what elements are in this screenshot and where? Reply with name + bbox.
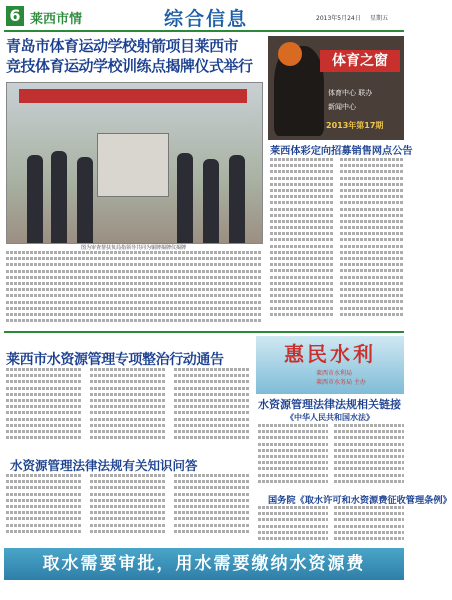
state-council-headline: 国务院《取水许可和水资源费征收管理条例》 <box>268 495 452 506</box>
text-column <box>270 158 334 319</box>
text-column <box>90 474 166 536</box>
text-column <box>174 474 250 536</box>
law-link-subhead: 《中华人民共和国水法》 <box>286 413 374 422</box>
person-figure <box>27 155 43 243</box>
text-column <box>334 506 404 543</box>
law-qa-body <box>6 474 252 538</box>
page-header <box>4 4 404 32</box>
sports-window-banner <box>268 36 404 140</box>
state-council-body <box>258 506 404 544</box>
section-title: 综合信息 <box>164 8 249 30</box>
person-figure <box>229 155 245 243</box>
footer-slogan: 取水需要审批，用水需要缴纳水资源费 <box>42 554 366 574</box>
person-figure <box>51 151 67 243</box>
basketball-icon <box>278 42 302 66</box>
person-figure <box>77 157 93 243</box>
sports-window-issue: 2013年第17期 <box>326 121 384 130</box>
water-story-headline: 莱西市水资源管理专项整治行动通告 <box>6 352 224 368</box>
text-column <box>6 368 82 442</box>
text-column <box>334 424 404 486</box>
law-link-body <box>258 424 404 488</box>
plaque <box>97 133 169 197</box>
text-column <box>340 158 404 319</box>
law-link-headline: 水资源管理法律法规相关链接 <box>258 398 401 411</box>
red-banner <box>19 89 247 103</box>
ceremony-photo <box>6 82 263 244</box>
person-figure <box>177 153 193 243</box>
paper-name: 莱西市情 <box>30 12 83 27</box>
huimin-banner <box>256 336 404 394</box>
sports-window-sub2: 新闻中心 <box>328 103 356 111</box>
section-divider <box>4 331 404 333</box>
text-column <box>258 424 328 486</box>
sports-window-title: 体育之窗 <box>320 50 400 72</box>
text-column <box>90 368 166 442</box>
law-qa-headline: 水资源管理法律法规有关知识问答 <box>10 458 198 473</box>
person-figure <box>203 159 219 243</box>
footer-slogan-bar <box>4 548 404 580</box>
issue-date: 2013年5月24日 <box>316 15 361 22</box>
lottery-notice-body <box>270 158 404 326</box>
top-story-body <box>6 251 261 326</box>
text-column <box>258 506 328 543</box>
headline-line-1: 青岛市体育运动学校射箭项目莱西市 <box>6 37 239 55</box>
page-number: 6 <box>6 6 24 26</box>
photo-caption: 图为审查帮扶负局指领导共同为铜牌揭牌仪揭牌 <box>80 245 186 251</box>
text-column <box>174 368 250 442</box>
sports-window-sub1: 体育中心 联办 <box>328 89 373 97</box>
weekday: 星期五 <box>370 15 389 22</box>
huimin-title: 惠民水利 <box>284 342 376 366</box>
text-column <box>6 474 82 536</box>
water-story-body <box>6 368 252 448</box>
huimin-sub2: 莱西市水务局 主办 <box>316 379 366 386</box>
headline-line-2: 竞技体育运动学校训练点揭牌仪式举行 <box>6 57 253 75</box>
top-story-headline <box>6 36 262 80</box>
lottery-notice-headline: 莱西体彩定向招募销售网点公告 <box>270 146 413 157</box>
huimin-sub1: 莱西市水利局 <box>316 370 353 377</box>
